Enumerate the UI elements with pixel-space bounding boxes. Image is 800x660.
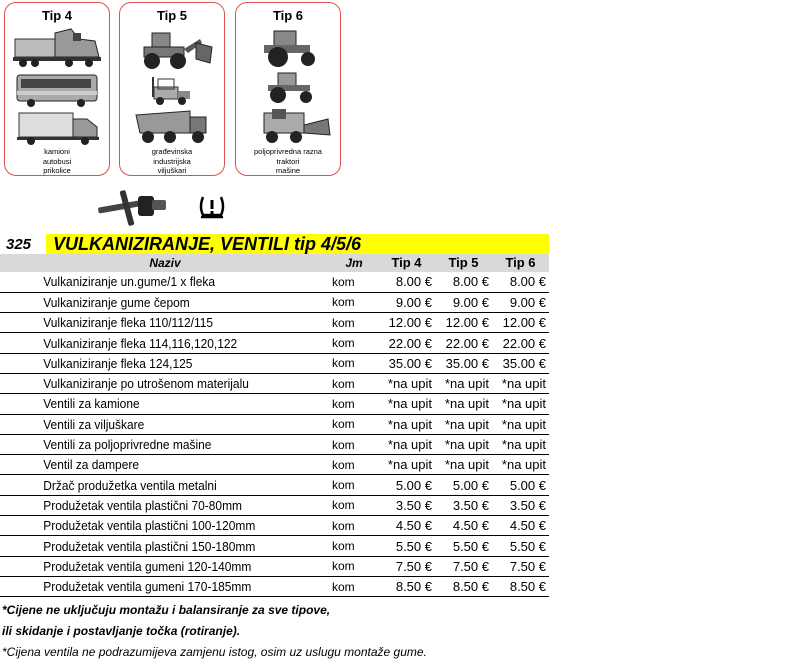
cell-unit: kom bbox=[330, 475, 378, 495]
column-header-tip4: Tip 4 bbox=[391, 255, 422, 270]
cell-price-tip4: *na upit bbox=[378, 373, 435, 393]
cell-price-tip5: 5.50 € bbox=[435, 536, 492, 556]
table-row bbox=[0, 475, 549, 495]
cell-unit: kom bbox=[330, 556, 378, 576]
cell-name: Ventili za poljoprivredne mašine bbox=[0, 434, 304, 454]
column-header-name: Naziv bbox=[149, 256, 181, 270]
cell-price-tip6: 5.50 € bbox=[492, 536, 549, 556]
valve-icon bbox=[94, 186, 170, 228]
cell-name: Produžetak ventila gumeni 120-140mm bbox=[0, 556, 304, 576]
cell-price-tip4: *na upit bbox=[378, 414, 435, 434]
cell-price-tip4: 12.00 € bbox=[378, 313, 435, 333]
cell-name: Vulkaniziranje fleka 114,116,120,122 bbox=[0, 333, 304, 353]
cell-price-tip5: 5.00 € bbox=[435, 475, 492, 495]
cell-name: Produžetak ventila plastični 100-120mm bbox=[0, 516, 304, 536]
column-header-tip5: Tip 5 bbox=[448, 255, 479, 270]
type-title: Tip 6 bbox=[272, 8, 304, 23]
cell-price-tip5: 3.50 € bbox=[435, 495, 492, 515]
section-code: 325 bbox=[6, 236, 32, 253]
cell-unit: kom bbox=[330, 434, 378, 454]
cell-price-tip6: 3.50 € bbox=[492, 495, 549, 515]
cell-unit: kom bbox=[330, 333, 378, 353]
cell-price-tip4: 3.50 € bbox=[378, 495, 435, 515]
table-header-row bbox=[0, 254, 549, 272]
cell-unit: kom bbox=[330, 495, 378, 515]
small-tractor-icon bbox=[262, 71, 318, 105]
cell-price-tip5: *na upit bbox=[435, 455, 492, 475]
cell-price-tip6: *na upit bbox=[492, 434, 549, 454]
cell-price-tip6: 4.50 € bbox=[492, 516, 549, 536]
cell-unit: kom bbox=[330, 292, 378, 312]
cell-price-tip5: *na upit bbox=[435, 414, 492, 434]
cell-price-tip4: 4.50 € bbox=[378, 516, 435, 536]
cell-unit: kom bbox=[330, 576, 378, 596]
tractor-icon bbox=[258, 29, 322, 69]
forklift-icon bbox=[148, 75, 198, 107]
cell-name: Vulkaniziranje un.gume/1 x fleka bbox=[0, 272, 304, 292]
table-row bbox=[0, 292, 549, 312]
cell-price-tip5: 12.00 € bbox=[435, 313, 492, 333]
type-card-tip6 bbox=[235, 2, 341, 176]
type-caption: građevinska industrijska viljuškari bbox=[151, 147, 193, 175]
price-table bbox=[0, 254, 549, 597]
table-row bbox=[0, 414, 549, 434]
cell-name: Vulkaniziranje gume čepom bbox=[0, 292, 304, 312]
cell-price-tip5: *na upit bbox=[435, 394, 492, 414]
note-line-2: ili skidanje i postavljanje točka (rotiranje). bbox=[2, 624, 241, 638]
tire-pressure-warning-icon bbox=[197, 193, 227, 221]
cell-price-tip4: 9.00 € bbox=[378, 292, 435, 312]
note-line-1: *Cijene ne uključuju montažu i balansiranje za sve tipove, bbox=[2, 603, 331, 617]
cell-name: Vulkaniziranje fleka 110/112/115 bbox=[0, 313, 304, 333]
cell-name: Držač produžetka ventila metalni bbox=[0, 475, 304, 495]
cell-unit: kom bbox=[330, 536, 378, 556]
cell-price-tip4: 8.50 € bbox=[378, 576, 435, 596]
cell-price-tip4: 22.00 € bbox=[378, 333, 435, 353]
cell-price-tip5: 9.00 € bbox=[435, 292, 492, 312]
table-row bbox=[0, 455, 549, 475]
table-row bbox=[0, 353, 549, 373]
cell-price-tip5: 7.50 € bbox=[435, 556, 492, 576]
cell-price-tip6: 8.00 € bbox=[492, 272, 549, 292]
cell-price-tip5: 8.00 € bbox=[435, 272, 492, 292]
table-row bbox=[0, 434, 549, 454]
column-header-unit: Jm bbox=[345, 256, 363, 270]
cell-price-tip6: 7.50 € bbox=[492, 556, 549, 576]
cell-price-tip6: *na upit bbox=[492, 394, 549, 414]
type-caption: kamioni autobusi prikolice bbox=[42, 147, 72, 175]
section-title: VULKANIZIRANJE, VENTILI tip 4/5/6 bbox=[53, 234, 362, 254]
cell-unit: kom bbox=[330, 455, 378, 475]
note-line-3: *Cijena ventila ne podrazumijeva zamjenu istog, osim uz uslugu montaže gume. bbox=[2, 645, 427, 659]
type-title: Tip 4 bbox=[41, 8, 73, 23]
cell-price-tip6: *na upit bbox=[492, 455, 549, 475]
cell-unit: kom bbox=[330, 414, 378, 434]
cell-name: Vulkaniziranje po utrošenom materijalu bbox=[0, 373, 304, 393]
cell-price-tip6: *na upit bbox=[492, 414, 549, 434]
cell-price-tip4: 8.00 € bbox=[378, 272, 435, 292]
cell-price-tip6: 5.00 € bbox=[492, 475, 549, 495]
cell-price-tip6: 22.00 € bbox=[492, 333, 549, 353]
bus-icon bbox=[15, 73, 101, 109]
cell-price-tip5: 35.00 € bbox=[435, 353, 492, 373]
type-card-tip5 bbox=[119, 2, 225, 176]
cell-name: Produžetak ventila plastični 150-180mm bbox=[0, 536, 304, 556]
cell-unit: kom bbox=[330, 516, 378, 536]
cell-name: Produžetak ventila gumeni 170-185mm bbox=[0, 576, 304, 596]
cell-name: Ventil za dampere bbox=[0, 455, 304, 475]
cell-unit: kom bbox=[330, 373, 378, 393]
table-row bbox=[0, 495, 549, 515]
cell-price-tip6: 35.00 € bbox=[492, 353, 549, 373]
table-row bbox=[0, 394, 549, 414]
type-caption: poljoprivredna razna traktori mašine bbox=[254, 147, 322, 175]
harvester-icon bbox=[248, 107, 332, 145]
box-truck-icon bbox=[17, 111, 101, 145]
cell-unit: kom bbox=[330, 272, 378, 292]
cell-price-tip5: 22.00 € bbox=[435, 333, 492, 353]
cell-price-tip5: 4.50 € bbox=[435, 516, 492, 536]
cell-unit: kom bbox=[330, 353, 378, 373]
wheel-loader-icon bbox=[134, 29, 214, 71]
cell-price-tip5: *na upit bbox=[435, 373, 492, 393]
dump-truck-icon bbox=[134, 107, 214, 145]
table-row bbox=[0, 516, 549, 536]
cell-price-tip6: 12.00 € bbox=[492, 313, 549, 333]
cell-price-tip4: *na upit bbox=[378, 455, 435, 475]
cell-price-tip4: 5.50 € bbox=[378, 536, 435, 556]
cell-unit: kom bbox=[330, 394, 378, 414]
column-header-tip6: Tip 6 bbox=[505, 255, 536, 270]
table-row bbox=[0, 536, 549, 556]
cell-price-tip4: 7.50 € bbox=[378, 556, 435, 576]
table-row bbox=[0, 272, 549, 292]
cell-name: Ventili za viljuškare bbox=[0, 414, 304, 434]
table-row bbox=[0, 313, 549, 333]
cell-name: Ventili za kamione bbox=[0, 394, 304, 414]
table-row bbox=[0, 373, 549, 393]
cell-price-tip4: 5.00 € bbox=[378, 475, 435, 495]
cell-price-tip5: *na upit bbox=[435, 434, 492, 454]
table-row bbox=[0, 556, 549, 576]
cell-price-tip4: *na upit bbox=[378, 394, 435, 414]
section-title-bar bbox=[46, 234, 549, 254]
type-title: Tip 5 bbox=[156, 8, 188, 23]
cell-price-tip5: 8.50 € bbox=[435, 576, 492, 596]
cell-price-tip6: *na upit bbox=[492, 373, 549, 393]
cell-name: Produžetak ventila plastični 70-80mm bbox=[0, 495, 304, 515]
cell-price-tip6: 8.50 € bbox=[492, 576, 549, 596]
cell-price-tip4: *na upit bbox=[378, 434, 435, 454]
cell-price-tip6: 9.00 € bbox=[492, 292, 549, 312]
table-row bbox=[0, 333, 549, 353]
cell-name: Vulkaniziranje fleka 124,125 bbox=[0, 353, 304, 373]
table-row bbox=[0, 576, 549, 596]
truck-icon bbox=[13, 25, 103, 69]
type-card-tip4 bbox=[4, 2, 110, 176]
cell-price-tip4: 35.00 € bbox=[378, 353, 435, 373]
cell-unit: kom bbox=[330, 313, 378, 333]
